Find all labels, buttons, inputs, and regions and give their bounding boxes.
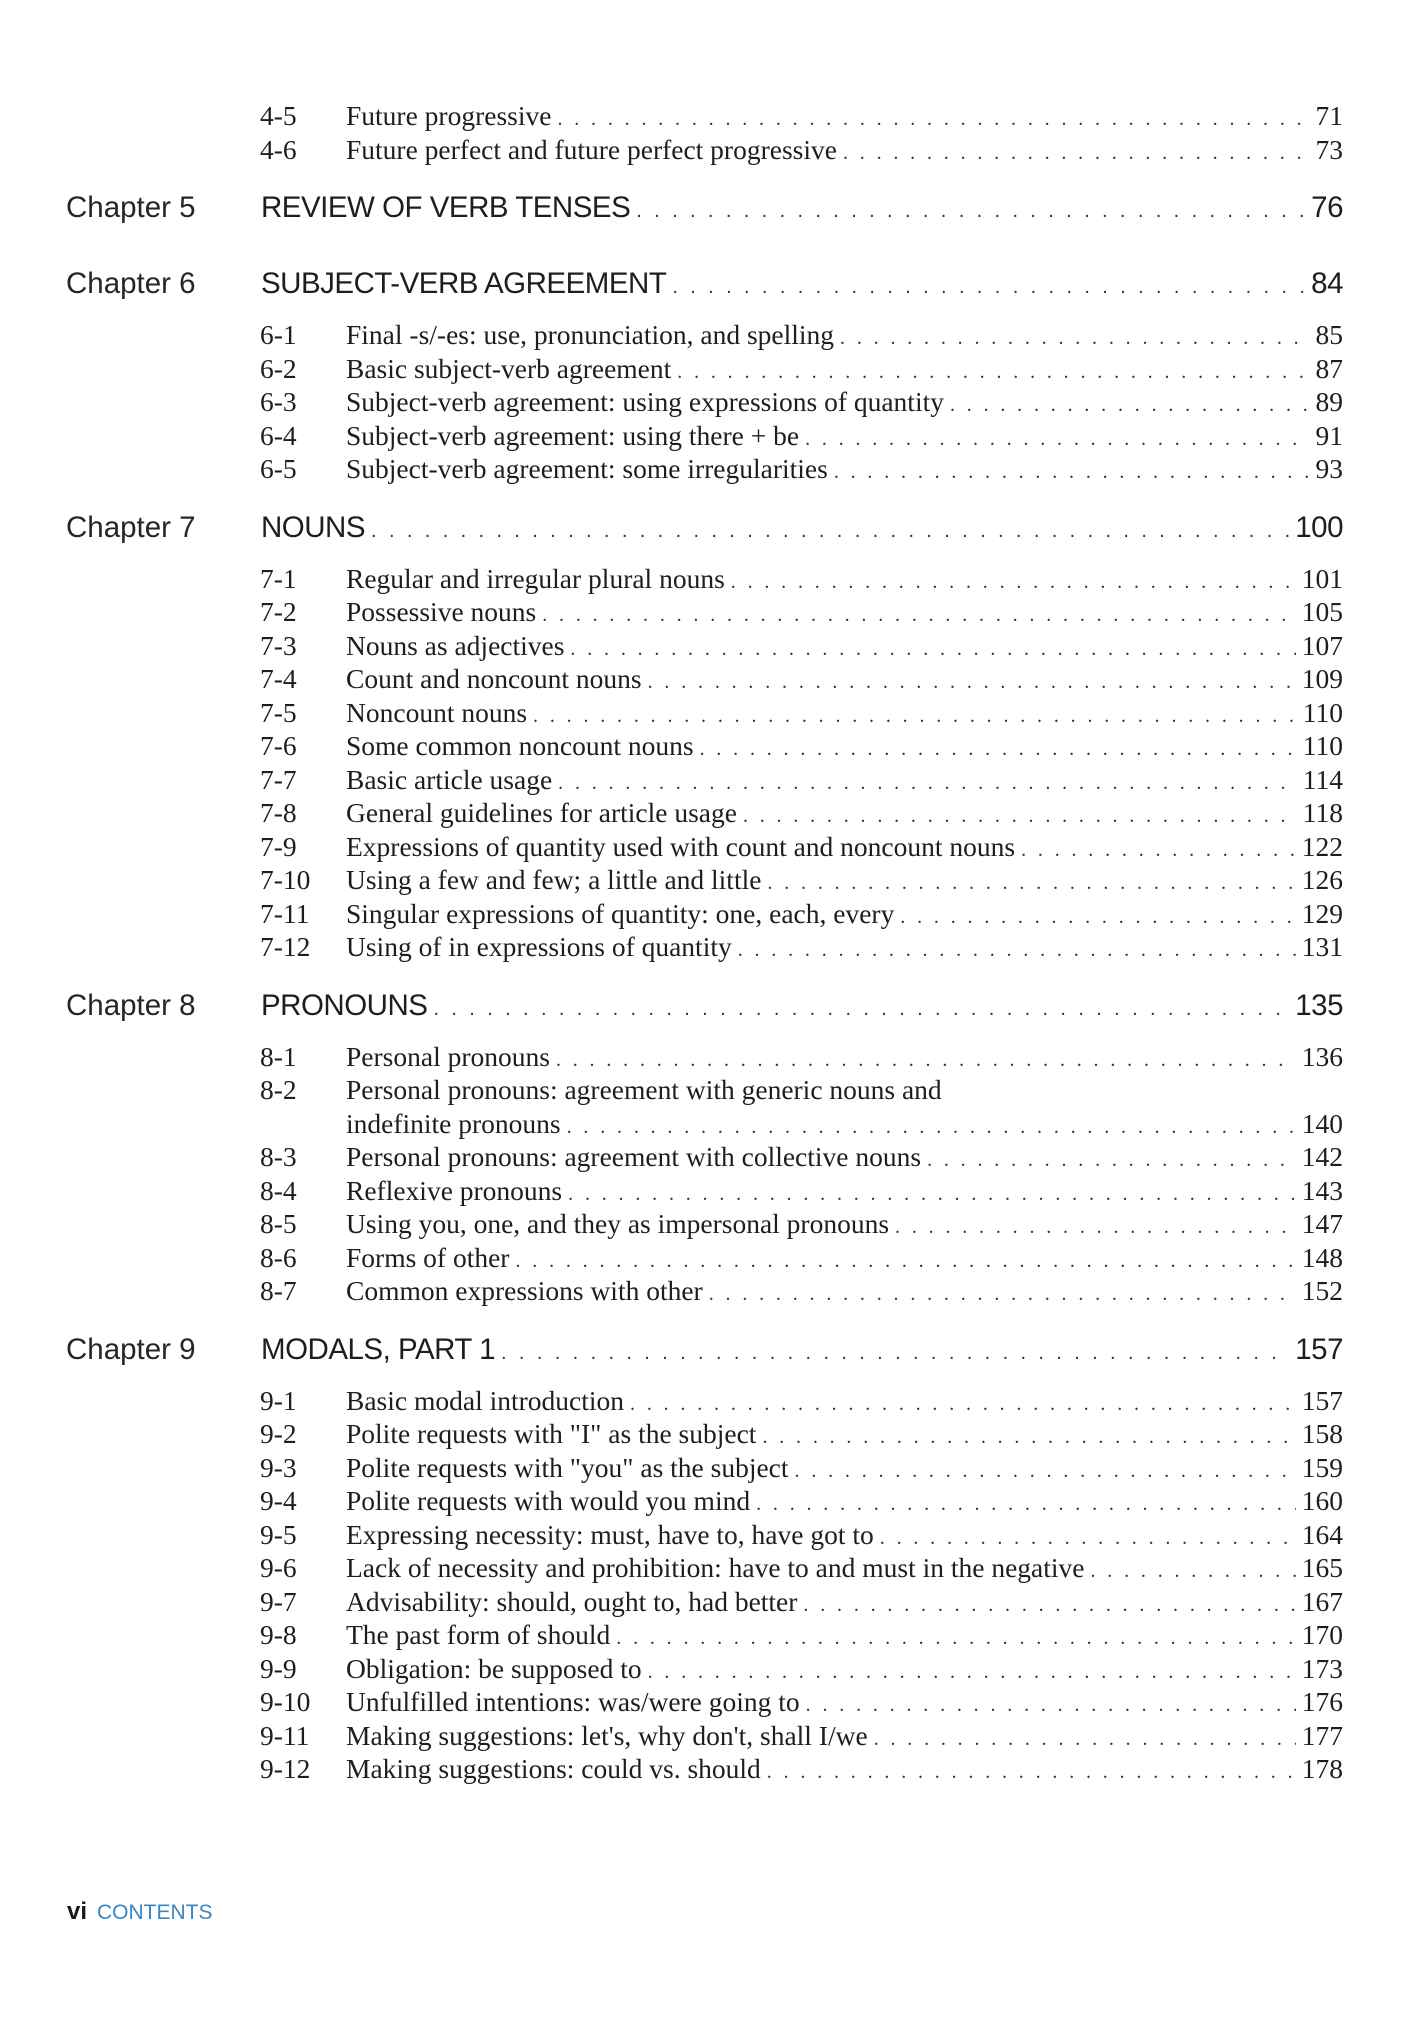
dot-leader <box>568 1183 1296 1206</box>
section-number: 9-2 <box>260 1418 297 1449</box>
chapter-label: Chapter 6 <box>66 267 196 300</box>
toc-line <box>346 1385 1343 1417</box>
toc-section-row <box>0 449 1428 483</box>
dot-leader <box>950 394 1310 417</box>
dot-leader <box>616 1627 1295 1650</box>
section-number: 8-7 <box>260 1275 297 1306</box>
dot-leader <box>731 571 1296 594</box>
section-title: Basic subject-verb agreement <box>346 352 672 384</box>
toc-chapter-row <box>0 1315 1428 1381</box>
section-number: 9-11 <box>260 1719 310 1751</box>
dot-leader <box>433 998 1289 1021</box>
section-title: Singular expressions of quantity: one, each, every <box>346 897 895 929</box>
section-title: Using of in expressions of quantity <box>346 931 732 962</box>
dot-leader <box>834 461 1310 484</box>
toc-section-row <box>0 860 1428 894</box>
toc-section-row <box>0 315 1428 349</box>
section-title: Expressing necessity: must, have to, have got to <box>346 1518 874 1550</box>
section-title: Personal pronouns <box>346 1040 550 1072</box>
toc-section-row <box>0 1381 1428 1415</box>
toc-line <box>346 864 1343 896</box>
section-title: Final -s/-es: use, pronunciation, and spelling <box>346 319 835 350</box>
page-ref: 129 <box>1301 897 1343 929</box>
page-ref: 148 <box>1301 1241 1343 1273</box>
page-ref: 135 <box>1295 988 1343 1022</box>
toc-line <box>346 1753 1343 1785</box>
section-title: Nouns as adjectives <box>346 629 565 661</box>
dot-leader <box>648 671 1296 694</box>
page-ref: 158 <box>1301 1418 1343 1449</box>
toc-section-row <box>0 659 1428 693</box>
dot-leader <box>501 1342 1289 1365</box>
section-number: 6-4 <box>260 419 297 451</box>
dot-leader <box>567 1116 1296 1139</box>
section-title: General guidelines for article usage <box>346 797 737 828</box>
section-number: 7-12 <box>260 931 311 962</box>
section-title: Expressions of quantity used with count and noncount nouns <box>346 830 1016 862</box>
toc-section-row <box>0 382 1428 416</box>
toc-line <box>346 1108 1343 1140</box>
page-ref: 93 <box>1315 453 1343 484</box>
section-number: 9-12 <box>260 1753 311 1784</box>
dot-leader <box>570 638 1295 661</box>
footer-label: CONTENTS <box>97 1901 213 1924</box>
section-number: 8-5 <box>260 1208 297 1239</box>
page-ref: 152 <box>1301 1275 1343 1306</box>
toc-line <box>346 353 1343 385</box>
page-ref: 85 <box>1315 319 1343 350</box>
toc-section-row <box>0 726 1428 760</box>
toc-line <box>346 1686 1343 1718</box>
section-title: Basic article usage <box>346 763 553 795</box>
dot-leader <box>1091 1560 1296 1583</box>
section-number: 9-10 <box>260 1686 311 1717</box>
toc-line <box>346 386 1343 418</box>
section-number: 7-4 <box>260 663 297 694</box>
toc-section-row <box>0 1749 1428 1783</box>
chapter-label: Chapter 7 <box>66 510 196 544</box>
dot-leader <box>895 1216 1296 1239</box>
toc-line <box>346 1552 1343 1584</box>
dot-leader <box>709 1283 1296 1306</box>
page-ref: 105 <box>1301 596 1343 627</box>
toc-chapter-row <box>0 249 1428 315</box>
section-number: 4-6 <box>260 133 297 165</box>
page-ref: 118 <box>1302 797 1343 828</box>
toc-section-row <box>0 626 1428 660</box>
dot-leader <box>533 705 1297 728</box>
toc-section-row <box>0 1582 1428 1616</box>
section-title: The past form of should <box>346 1619 611 1650</box>
section-number: 9-1 <box>260 1384 297 1416</box>
chapter-title: PRONOUNS <box>261 988 428 1022</box>
dot-leader <box>756 1493 1296 1516</box>
section-number: 8-1 <box>260 1040 297 1072</box>
toc-section-row-continued <box>0 1104 1428 1138</box>
page-ref: 107 <box>1301 629 1343 661</box>
toc-chapter-row <box>0 971 1428 1037</box>
toc-line <box>346 1208 1343 1240</box>
toc-section-row <box>0 927 1428 961</box>
toc-line <box>261 989 1343 1023</box>
dot-leader <box>795 1460 1296 1483</box>
dot-leader <box>515 1250 1295 1273</box>
toc-line <box>346 630 1343 662</box>
toc-line <box>261 267 1343 301</box>
toc-section-row <box>0 827 1428 861</box>
table-of-contents <box>0 96 1428 1783</box>
page-ref: 173 <box>1301 1652 1343 1684</box>
dot-leader <box>927 1149 1296 1172</box>
page-ref: 164 <box>1301 1518 1343 1550</box>
dot-leader <box>542 604 1296 627</box>
page-ref: 160 <box>1301 1485 1343 1516</box>
page-ref: 100 <box>1295 510 1343 544</box>
toc-line <box>346 1586 1343 1618</box>
toc-line <box>346 453 1343 485</box>
dot-leader <box>738 939 1296 962</box>
dot-leader <box>874 1728 1296 1751</box>
section-title: Polite requests with "I" as the subject <box>346 1418 757 1449</box>
page-ref: 73 <box>1315 133 1343 165</box>
page-ref: 176 <box>1301 1686 1343 1717</box>
dot-leader <box>1021 839 1296 862</box>
toc-section-row <box>0 894 1428 928</box>
dot-leader <box>700 738 1297 761</box>
toc-section-row <box>0 1716 1428 1750</box>
toc-line <box>346 1720 1343 1752</box>
page-ref: 91 <box>1315 419 1343 451</box>
section-number: 9-7 <box>260 1585 297 1617</box>
section-number: 6-5 <box>260 453 297 484</box>
section-title: Subject-verb agreement: some irregularities <box>346 453 828 484</box>
section-title-line1: Personal pronouns: agreement with generic nouns and <box>346 1074 942 1105</box>
section-title: Common expressions with other <box>346 1275 703 1306</box>
section-number: 7-9 <box>260 830 297 862</box>
toc-line <box>346 663 1343 695</box>
section-title: Making suggestions: could vs. should <box>346 1753 761 1784</box>
toc-section-row <box>0 1137 1428 1171</box>
toc-line <box>346 1619 1343 1651</box>
toc-line <box>346 1485 1343 1517</box>
section-title: Noncount nouns <box>346 696 528 728</box>
section-number: 8-2 <box>260 1074 297 1105</box>
toc-section-row <box>0 1481 1428 1515</box>
toc-section-row <box>0 592 1428 626</box>
page-ref: 170 <box>1301 1619 1343 1650</box>
toc-section-row <box>0 1238 1428 1272</box>
toc-section-row <box>0 793 1428 827</box>
toc-line <box>346 420 1343 452</box>
chapter-title: MODALS, PART 1 <box>261 1332 495 1366</box>
toc-chapter-row <box>0 493 1428 559</box>
section-title: Forms of other <box>346 1241 510 1273</box>
page-ref: 159 <box>1301 1451 1343 1483</box>
page-ref: 126 <box>1301 864 1343 895</box>
toc-section-row <box>0 416 1428 450</box>
page-ref: 143 <box>1301 1174 1343 1206</box>
dot-leader <box>767 1761 1296 1784</box>
toc-line <box>346 100 1343 132</box>
section-title: Polite requests with would you mind <box>346 1485 751 1516</box>
dot-leader <box>672 276 1305 299</box>
dot-leader <box>840 327 1309 350</box>
section-number: 7-11 <box>260 897 310 929</box>
toc-section-row <box>0 130 1428 164</box>
section-number: 8-4 <box>260 1174 297 1206</box>
toc-line <box>346 764 1343 796</box>
toc-line <box>346 831 1343 863</box>
section-title: Obligation: be supposed to <box>346 1652 642 1684</box>
toc-line <box>346 797 1343 829</box>
page-ref: 114 <box>1302 763 1343 795</box>
toc-line <box>346 134 1343 166</box>
dot-leader <box>805 428 1309 451</box>
toc-section-row <box>0 760 1428 794</box>
page-ref: 131 <box>1301 931 1343 962</box>
section-number: 8-3 <box>260 1141 297 1172</box>
toc-line <box>261 191 1343 225</box>
section-number: 7-6 <box>260 730 297 761</box>
toc-line <box>261 1333 1343 1367</box>
dot-leader <box>767 872 1295 895</box>
toc-section-row <box>0 96 1428 130</box>
section-number: 9-3 <box>260 1451 297 1483</box>
toc-section-row <box>0 1448 1428 1482</box>
dot-leader <box>630 1393 1296 1416</box>
toc-section-row <box>0 349 1428 383</box>
page-ref: 71 <box>1315 100 1343 131</box>
dot-leader <box>900 906 1295 929</box>
section-title: Advisability: should, ought to, had better <box>346 1585 798 1617</box>
toc-line <box>346 563 1343 595</box>
toc-line <box>346 1653 1343 1685</box>
section-number: 9-9 <box>260 1652 297 1684</box>
section-title: indefinite pronouns <box>346 1107 561 1139</box>
page-ref: 178 <box>1301 1753 1343 1784</box>
page-footer <box>67 1898 213 1926</box>
section-number: 7-1 <box>260 562 297 594</box>
section-number: 7-2 <box>260 596 297 627</box>
page-ref: 110 <box>1302 730 1343 761</box>
chapter-label: Chapter 5 <box>66 191 196 224</box>
section-title: Making suggestions: let's, why don't, shall I/we <box>346 1719 868 1751</box>
dot-leader <box>806 1694 1296 1717</box>
section-number: 6-2 <box>260 352 297 384</box>
toc-section-row <box>0 1548 1428 1582</box>
toc-line <box>346 319 1343 351</box>
chapter-label: Chapter 8 <box>66 988 196 1022</box>
page-ref: 157 <box>1301 1384 1343 1416</box>
dot-leader <box>648 1661 1296 1684</box>
page-ref: 109 <box>1301 663 1343 694</box>
page-ref: 167 <box>1301 1585 1343 1617</box>
chapter-title: REVIEW OF VERB TENSES <box>261 191 631 224</box>
toc-line <box>346 1452 1343 1484</box>
toc-section-row <box>0 1271 1428 1305</box>
toc-section-row <box>0 1682 1428 1716</box>
toc-line <box>346 1275 1343 1307</box>
page-number: vi <box>67 1898 88 1925</box>
chapter-title: SUBJECT-VERB AGREEMENT <box>261 267 667 300</box>
page-ref: 87 <box>1315 352 1343 384</box>
toc-chapter-row <box>0 173 1428 239</box>
section-number: 7-8 <box>260 797 297 828</box>
page-ref: 110 <box>1302 696 1343 728</box>
section-title: Count and noncount nouns <box>346 663 642 694</box>
dot-leader <box>557 108 1309 131</box>
page-ref: 136 <box>1301 1040 1343 1072</box>
toc-section-row <box>0 1171 1428 1205</box>
section-title: Regular and irregular plural nouns <box>346 562 725 594</box>
section-number: 6-1 <box>260 319 297 350</box>
section-title: Some common noncount nouns <box>346 730 694 761</box>
toc-section-row <box>0 1649 1428 1683</box>
page-ref: 89 <box>1315 386 1343 417</box>
toc-line <box>346 697 1343 729</box>
dot-leader <box>880 1527 1296 1550</box>
section-title: Possessive nouns <box>346 596 537 627</box>
page-ref: 142 <box>1301 1141 1343 1172</box>
toc-section-row <box>0 1204 1428 1238</box>
section-number: 9-8 <box>260 1619 297 1650</box>
section-title: Basic modal introduction <box>346 1384 625 1416</box>
section-number: 8-6 <box>260 1241 297 1273</box>
toc-line <box>346 1041 1343 1073</box>
section-title: Personal pronouns: agreement with collective nouns <box>346 1141 922 1172</box>
chapter-title: NOUNS <box>261 510 366 544</box>
dot-leader <box>636 200 1305 223</box>
chapter-label: Chapter 9 <box>66 1332 196 1366</box>
toc-line <box>346 898 1343 930</box>
toc-section-row <box>0 1037 1428 1071</box>
section-number: 7-5 <box>260 696 297 728</box>
dot-leader <box>762 1426 1295 1449</box>
dot-leader <box>803 1594 1295 1617</box>
section-number: 9-6 <box>260 1552 297 1583</box>
page-ref: 84 <box>1311 267 1343 300</box>
section-number: 7-7 <box>260 763 297 795</box>
section-title: Subject-verb agreement: using there + be <box>346 419 800 451</box>
toc-section-row <box>0 1615 1428 1649</box>
page-ref: 157 <box>1295 1332 1343 1366</box>
toc-line <box>346 1242 1343 1274</box>
toc-line <box>346 730 1343 762</box>
page-ref: 165 <box>1301 1552 1343 1583</box>
section-title: Polite requests with "you" as the subject <box>346 1451 789 1483</box>
page-ref: 177 <box>1301 1719 1343 1751</box>
section-title: Using you, one, and they as impersonal pronouns <box>346 1208 890 1239</box>
page-ref: 140 <box>1301 1107 1343 1139</box>
toc-line <box>346 931 1343 963</box>
toc-section-row <box>0 693 1428 727</box>
page-ref: 101 <box>1301 562 1343 594</box>
section-number: 9-5 <box>260 1518 297 1550</box>
section-title: Using a few and few; a little and little <box>346 864 762 895</box>
dot-leader <box>556 1049 1296 1072</box>
toc-line <box>346 1418 1343 1450</box>
toc-line <box>261 511 1343 545</box>
page-ref: 76 <box>1311 191 1343 224</box>
dot-leader <box>558 772 1297 795</box>
section-number: 7-3 <box>260 629 297 661</box>
section-title: Subject-verb agreement: using expressions of quantity <box>346 386 944 417</box>
section-title: Future progressive <box>346 100 552 131</box>
section-title: Lack of necessity and prohibition: have to and must in the negative <box>346 1552 1085 1583</box>
section-title: Future perfect and future perfect progressive <box>346 133 837 165</box>
page-ref: 147 <box>1301 1208 1343 1239</box>
toc-section-row <box>0 1414 1428 1448</box>
toc-section-row <box>0 1070 1428 1104</box>
section-title: Unfulfilled intentions: was/were going to <box>346 1686 800 1717</box>
toc-line <box>346 1141 1343 1173</box>
section-number: 7-10 <box>260 864 311 895</box>
dot-leader <box>843 142 1310 165</box>
dot-leader <box>743 805 1297 828</box>
dot-leader <box>677 361 1309 384</box>
section-number: 4-5 <box>260 100 297 131</box>
page-ref: 122 <box>1301 830 1343 862</box>
toc-section-row <box>0 559 1428 593</box>
toc-line <box>346 596 1343 628</box>
toc-line <box>346 1519 1343 1551</box>
section-number: 6-3 <box>260 386 297 417</box>
section-number: 9-4 <box>260 1485 297 1516</box>
dot-leader <box>371 520 1289 543</box>
section-title: Reflexive pronouns <box>346 1174 563 1206</box>
toc-section-row <box>0 1515 1428 1549</box>
toc-line <box>346 1175 1343 1207</box>
